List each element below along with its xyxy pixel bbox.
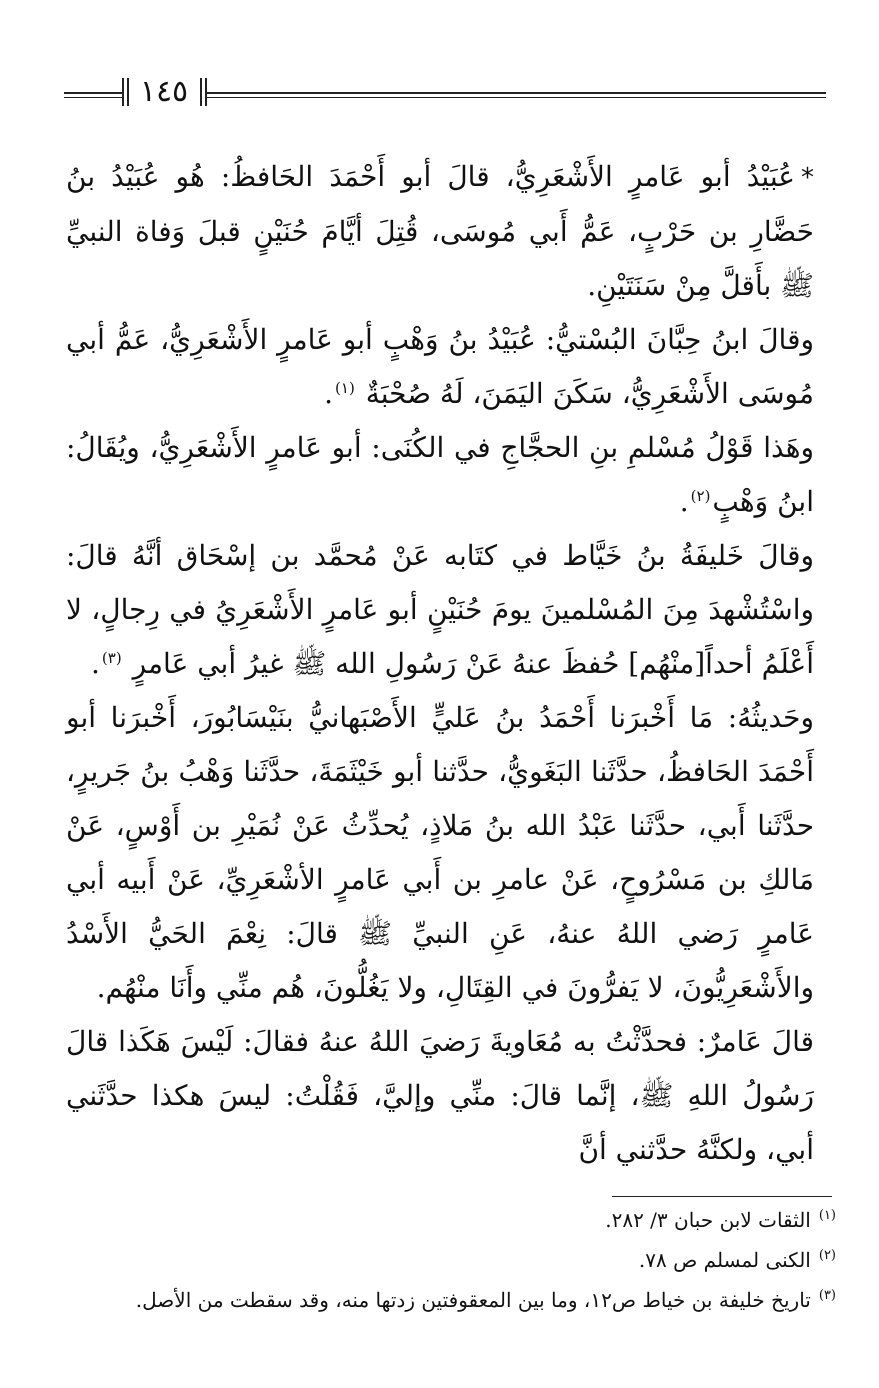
footnote [66,1240,836,1280]
header-rule-left [64,92,124,94]
page-number: ١٤٥ [139,74,189,109]
paragraph-text: قالَ عَامرٌ: فحدَّثْتُ به مُعَاويةَ رَضيَ اللهُ عنهُ فقالَ: لَيْسَ هَكَذا قالَ رَسُولُ اللهِ ﷺ، إنَّما قالَ: منِّي وإليَّ، فَقُلْتُ: ليسَ هكذا حدَّثَني أبي، ولكنَّهُ حدَّثني أنَّ [66,1025,814,1166]
footnote-reference[interactable]: (٣) [101,648,122,667]
page-header [64,72,826,118]
paragraph-text: وحَديثُهُ: مَا أَخْبرَنا أَحْمَدُ بنُ عَليٍّ الأَصْبَهانيُّ بنَيْسَابُورَ، أَخْبرَنا أبو أَحْمَدَ الحَافظُ، حدَّثَنا البَغَويُّ، حدَّثنا أبو خَيْثَمَةَ، حدَّثَنا وَهْبُ بنُ جَريرٍ، حدَّثَنا أَبي، حدَّثَنا عَبْدُ الله بنُ مَلاذٍ، يُحدِّثُ عَنْ نُمَيْرِ بن أَوْسٍ، عَنْ مَالكِ بن مَسْرُوحٍ، عَنْ عامرِ بن أَبي عَامرٍ الأشْعَرِيِّ، عَنْ أَبيه أبي عَامرٍ رَضي اللهُ عنهُ، عَنِ النبيِّ ﷺ قالَ: نِعْمَ الحَيُّ الأَسْدُ والأَشْعَرِيُّونَ، لا يَفرُّونَ في القِتَالِ، ولا يَغُلُّونَ، هُم منِّي وأَنَا منْهُم. [66,701,814,1004]
footnote-text: تاريخ خليفة بن خياط ص١٢، وما بين المعقوفتين زدتها منه، وقد سقطت من الأصل. [135,1288,811,1312]
paragraph: وقالَ خَليفَةُ بنُ خَيَّاط في كتَابه عَنْ مُحمَّد بن إسْحَاق أنَّهُ قالَ: واسْتُشْهدَ مِنَ المُسْلمينَ يومَ حُنَيْنٍ أبو عَامرٍ الأَشْعَرِيُ في رِجالٍ، لا أَعْلَمُ أحداً[منْهُم] حُفظَ عنهُ عَنْ رَسُولِ الله ﷺ غيرُ أبي عَامرٍ $^{(٣)}$. [66,539,814,680]
paragraph [66,1015,814,1177]
footnote-reference[interactable]: (١) [335,378,355,397]
header-bar [200,78,202,106]
entry-star-icon: * [801,163,814,193]
footnote-number: (١) [818,1208,836,1224]
footnote-divider [612,1196,832,1197]
footnote-number: (٣) [818,1288,836,1304]
paragraph-text: وقالَ ابنُ حِبَّانَ البُسْتيُّ: عُبَيْدُ بنُ وَهْبٍ أبو عَامرٍ الأَشْعَرِيُّ، عَمُّ أبي مُوسَى الأَشْعَرِيُّ، سَكَنَ اليَمَنَ، لَهُ صُحْبَةٌ [66,323,814,410]
paragraph-text: وهَذا قَوْلُ مُسْلمِ بنِ الحجَّاجِ في الكُنَى: أبو عَامرٍ الأَشْعَرِيُّ، ويُقَالُ: ابنُ وَهْبٍ [66,431,814,518]
paragraph: وهَذا قَوْلُ مُسْلمِ بنِ الحجَّاجِ في الكُنَى: أبو عَامرٍ الأَشْعَرِيُّ، ويُقَالُ: ابنُ وَهْبٍ$^{(٢)}$. [66,431,814,518]
footnote-text: الثقات لابن حبان ٣/ ٢٨٢. [605,1208,811,1232]
footnote-text: الكنى لمسلم ص ٧٨. [638,1248,811,1272]
footnote [66,1280,836,1320]
paragraph [66,691,814,1015]
footnote [66,1200,836,1240]
footnote-number: (٢) [818,1248,836,1264]
paragraph-text: عُبَيْدُ أبو عَامرٍ الأَشْعَرِيُّ، قالَ أبو أَحْمَدَ الحَافظُ: هُو عُبَيْدُ بنُ حَضَّارِ بن حَرْبٍ، عَمُّ أَبي مُوسَى، قُتِلَ أيَّامَ حُنَيْنٍ قبلَ وَفاة النبيِّ ﷺ بأَقلَّ مِنْ سَنَتَيْنِ. [66,160,814,302]
header-rule-right [206,92,826,94]
footnote-reference[interactable]: (٢) [690,486,711,505]
paragraph-text: وقالَ خَليفَةُ بنُ خَيَّاط في كتَابه عَنْ مُحمَّد بن إسْحَاق أنَّهُ قالَ: واسْتُشْهدَ مِنَ المُسْلمينَ يومَ حُنَيْنٍ أبو عَامرٍ الأَشْعَرِيُ في رِجالٍ، لا أَعْلَمُ أحداً[منْهُم] حُفظَ عنهُ عَنْ رَسُولِ الله ﷺ غيرُ أبي عَامرٍ [66,539,814,680]
footnotes [66,1200,836,1320]
paragraph: وقالَ ابنُ حِبَّانَ البُسْتيُّ: عُبَيْدُ بنُ وَهْبٍ أبو عَامرٍ الأَشْعَرِيُّ، عَمُّ أبي مُوسَى الأَشْعَرِيُّ، سَكَنَ اليَمَنَ، لَهُ صُحْبَةٌ $^{(١)}$. [66,323,814,410]
paragraph [66,150,814,313]
main-text [66,150,814,1177]
header-bar [122,78,124,106]
